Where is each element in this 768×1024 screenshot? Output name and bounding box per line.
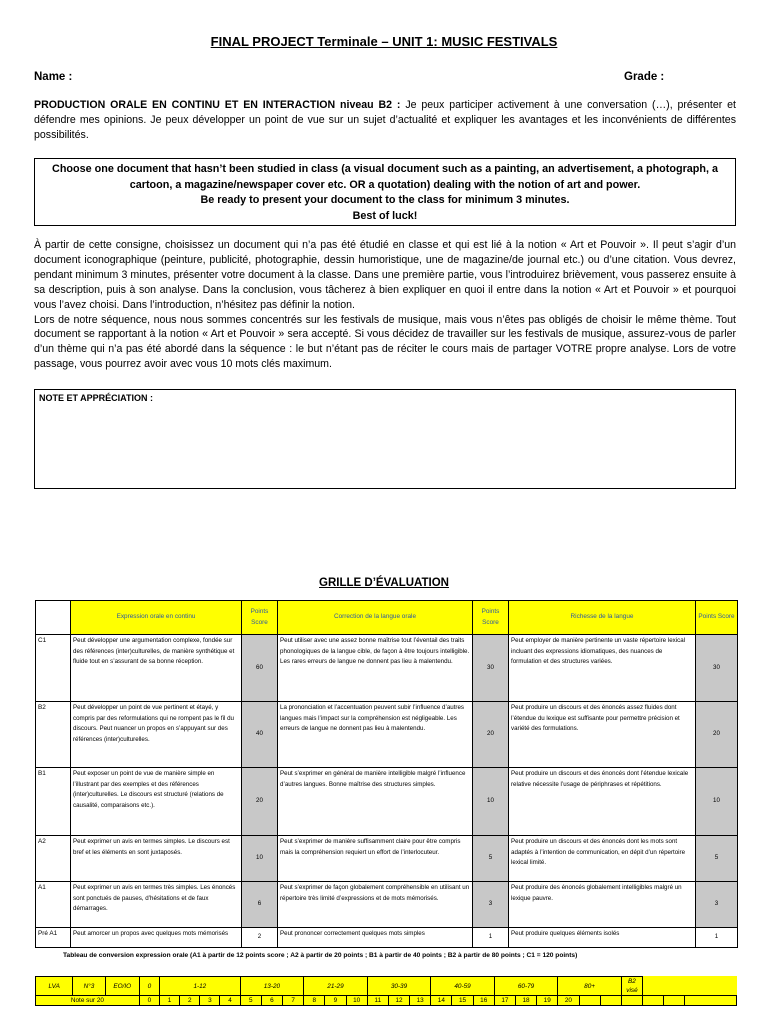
- conv-score: 18: [515, 996, 536, 1006]
- grid-cell: Peut produire un discours et des énoncés dont l’étendue lexicale relative nécessite l’usage de périphrases et répétitions.: [509, 768, 696, 836]
- grid-row: [36, 928, 738, 948]
- grid-level: Pré A1: [36, 928, 71, 948]
- conv-score: 7: [283, 996, 304, 1006]
- conv-score: 12: [388, 996, 409, 1006]
- conv-score: 5: [240, 996, 261, 1006]
- conversion-row-1: [36, 977, 737, 996]
- conv-cell: 0: [139, 977, 159, 996]
- conv-score: 8: [304, 996, 325, 1006]
- conv-score: 9: [325, 996, 346, 1006]
- conv-empty: [685, 996, 737, 1006]
- grid-header-row: [36, 601, 738, 635]
- page-title: FINAL PROJECT Terminale – UNIT 1: MUSIC FESTIVALS: [210, 34, 558, 49]
- conv-empty: [664, 996, 685, 1006]
- conv-cell: 40-59: [431, 977, 495, 996]
- conv-score: 17: [494, 996, 515, 1006]
- grid-cell: Peut développer une argumentation complexe, fondée sur des références (inter)culturelles, de manière synthétique et fluide tout en s’assurant de sa bonne réception.: [71, 635, 242, 702]
- grid-cell: Peut produire un discours et des énoncés dont les mots sont adaptés à l’intention de communication, en dépit d’un répertoire lexical limité.: [509, 836, 696, 882]
- conv-score: 14: [431, 996, 452, 1006]
- conv-empty: [643, 996, 664, 1006]
- grid-cell: Peut s’exprimer en général de manière intelligible malgré l’influence d’autres langues. Bonne maîtrise des structures simples.: [278, 768, 473, 836]
- body-paragraph-2: Lors de notre séquence, nous nous sommes concentrés sur les festivals de musique, mais vous n’êtes pas obligés de choisir le même thème. Tout document se rapportant à la notion « Art et Pouvoir » sera accepté. Si vous décidez de travailler sur les festivals de musique, assurez-vous de parler d’un thème qui n’a pas été abordé dans la séquence : le but n’étant pas de réciter le cours mais de partager VOTRE propre analyse. Lors de votre passage, vous pourrez avoir avec vous 10 mots clés maximum.: [34, 313, 736, 371]
- conv-cell: N°3: [73, 977, 105, 996]
- conv-score: 0: [139, 996, 159, 1006]
- grid-header-richesse: Richesse de la langue: [509, 601, 696, 635]
- conv-cell: 60-79: [494, 977, 558, 996]
- grid-cell: Peut développer un point de vue pertinent et étayé, y compris par des reformulations qui ne rompent pas le fil du discours. Peut nuancer un propos en s’appuyant sur des références (inter)culturelles.: [71, 702, 242, 768]
- conv-score: 2: [180, 996, 200, 1006]
- grid-row: [36, 836, 738, 882]
- grid-header-points-3: Points Score: [696, 601, 738, 635]
- grid-points: 20: [696, 702, 738, 768]
- body-paragraph-1: À partir de cette consigne, choisissez un document qui n’a pas été étudié en classe et qui est lié à la notion « Art et Pouvoir ». Il peut s’agir d’un document iconographique (peinture, publicité, photographie, dessin humoristique, une de magazine/de journal etc.) ou d’une citation. Vous devrez, pendant minimum 3 minutes, présenter votre document à la classe. Dans une première partie, vous l’introduirez brièvement, vous passerez ensuite à sa description, puis à son analyse. Dans la conclusion, vous tâcherez à bien expliquer en quoi il entre dans la notion « Art et Pouvoir » et pourquoi vous l’avez choisi. Dans l’introduction, n’hésitez pas définir la notion.: [34, 239, 736, 311]
- conv-score: 11: [367, 996, 388, 1006]
- conv-cell: 30-39: [367, 977, 431, 996]
- grid-cell: Peut s’exprimer de façon globalement compréhensible en utilisant un répertoire très limité d’expressions et de mots mémorisés.: [278, 882, 473, 928]
- conv-score: 10: [346, 996, 367, 1006]
- grid-points: 30: [696, 635, 738, 702]
- conv-score: 15: [452, 996, 473, 1006]
- grade-label: Grade :: [624, 71, 665, 83]
- conv-cell: B2 visé: [621, 977, 642, 996]
- grid-cell: Peut produire un discours et des énoncés assez fluides dont l’étendue du lexique est suffisante pour permettre précision et variété des formulations.: [509, 702, 696, 768]
- grid-cell: Peut amorcer un propos avec quelques mots mémorisés: [71, 928, 242, 948]
- grid-points: 2: [242, 928, 278, 948]
- instructions-line-3: Best of luck!: [352, 209, 418, 222]
- conv-score: 1: [160, 996, 180, 1006]
- conv-empty: [621, 996, 642, 1006]
- grid-points: 20: [473, 702, 509, 768]
- conversion-note: Tableau de conversion expression orale (A1 à partir de 12 points score ; A2 à partir de 20 points ; B1 à partir de 40 points ; B2 à partir de 80 points ; C1 = 120 points): [63, 952, 578, 959]
- grid-header-empty: [36, 601, 71, 635]
- grid-points: 10: [696, 768, 738, 836]
- grid-header-points-2: Points Score: [473, 601, 509, 635]
- grid-points: 3: [696, 882, 738, 928]
- grid-cell: Peut utiliser avec une assez bonne maîtrise tout l’éventail des traits phonologiques de la langue cible, de façon à être toujours intelligible. Les rares erreurs de langue ne donnent pas lieu à malentendu.: [278, 635, 473, 702]
- grid-points: 6: [242, 882, 278, 928]
- grid-points: 20: [242, 768, 278, 836]
- conv-cell: 21-29: [304, 977, 368, 996]
- grid-row: [36, 702, 738, 768]
- instructions-line-1: Choose one document that hasn’t been studied in class (a visual document such as a painting, an advertisement, a photograph, a cartoon, a magazine/newspaper cover etc. OR a quotation) dealing with the notion of art and power.: [52, 163, 718, 191]
- conv-cell: 13-20: [240, 977, 304, 996]
- conversion-table: [35, 976, 737, 1006]
- grid-points: 10: [242, 836, 278, 882]
- conv-score: 16: [473, 996, 494, 1006]
- grid-row: [36, 768, 738, 836]
- grid-level: A1: [36, 882, 71, 928]
- grid-points: 40: [242, 702, 278, 768]
- grid-level: A2: [36, 836, 71, 882]
- grid-cell: La prononciation et l’accentuation peuvent subir l’influence d’autres langues mais l’impact sur la compréhension est négligeable. Les erreurs de langue ne donnent pas lieu à malentendu.: [278, 702, 473, 768]
- conv-score: 4: [220, 996, 240, 1006]
- grid-cell: Peut s’exprimer de manière suffisamment claire pour être compris mais la compréhension requiert un effort de l’interlocuteur.: [278, 836, 473, 882]
- note-label: NOTE ET APPRÉCIATION :: [39, 393, 154, 403]
- name-label: Name :: [34, 71, 73, 83]
- conv-score: 13: [410, 996, 431, 1006]
- evaluation-grid: [35, 600, 738, 948]
- grid-points: 1: [473, 928, 509, 948]
- intro-paragraph: [34, 98, 736, 143]
- grid-points: 5: [473, 836, 509, 882]
- grid-level: B2: [36, 702, 71, 768]
- conv-cell: LVA: [36, 977, 73, 996]
- intro-bold: PRODUCTION ORALE EN CONTINU ET EN INTERACTION niveau B2 :: [34, 99, 401, 111]
- grid-header-correction: Correction de la langue orale: [278, 601, 473, 635]
- conv-cell: EO/IO: [105, 977, 139, 996]
- conv-empty: [579, 996, 600, 1006]
- grid-cell: Peut produire des énoncés globalement intelligibles malgré un lexique pauvre.: [509, 882, 696, 928]
- grid-level: B1: [36, 768, 71, 836]
- conv-score: 20: [558, 996, 579, 1006]
- grid-cell: Peut produire quelques éléments isolés: [509, 928, 696, 948]
- grid-header-points-1: Points Score: [242, 601, 278, 635]
- conversion-row-2: [36, 996, 737, 1006]
- conv-cell: 1-12: [160, 977, 241, 996]
- conv-label: Note sur 20: [36, 996, 140, 1006]
- conv-score: 3: [200, 996, 220, 1006]
- grid-points: 5: [696, 836, 738, 882]
- intro-text: Je peux participer activement à une conversation (…), présenter et défendre mes opinions. Je peux développer un point de vue sur un sujet d’actualité et expliquer les avantages et les inconvénients de différentes possibilités.: [34, 99, 736, 141]
- conv-cell: 80+: [558, 977, 622, 996]
- instructions-box: [34, 158, 736, 226]
- grid-points: 3: [473, 882, 509, 928]
- grid-points: 60: [242, 635, 278, 702]
- conv-score: 19: [537, 996, 558, 1006]
- conv-empty: [600, 996, 621, 1006]
- grid-points: 1: [696, 928, 738, 948]
- grid-cell: Peut exposer un point de vue de manière simple en l’illustrant par des exemples et des références (inter)culturelles. Le discours est structuré (relations de causalité, comparaisons etc.).: [71, 768, 242, 836]
- conv-score: 6: [261, 996, 282, 1006]
- grid-level: C1: [36, 635, 71, 702]
- grid-cell: Peut employer de manière pertinente un vaste répertoire lexical incluant des expressions idiomatiques, des nuances de formulation et des structures variées.: [509, 635, 696, 702]
- instructions-line-2: Be ready to present your document to the class for minimum 3 minutes.: [200, 194, 570, 206]
- grid-points: 30: [473, 635, 509, 702]
- grid-cell: Peut exprimer un avis en termes très simples. Les énoncés sont ponctués de pauses, d’hésitations et de faux démarrages.: [71, 882, 242, 928]
- grid-points: 10: [473, 768, 509, 836]
- note-box: [34, 389, 736, 489]
- grid-cell: Peut exprimer un avis en termes simples. Le discours est bref et les éléments en sont juxtaposés.: [71, 836, 242, 882]
- grille-title: GRILLE D’ÉVALUATION: [319, 577, 449, 589]
- grid-row: [36, 882, 738, 928]
- grid-cell: Peut prononcer correctement quelques mots simples: [278, 928, 473, 948]
- body-text: [34, 238, 736, 372]
- grid-header-expression: Expression orale en continu: [71, 601, 242, 635]
- grid-row: [36, 635, 738, 702]
